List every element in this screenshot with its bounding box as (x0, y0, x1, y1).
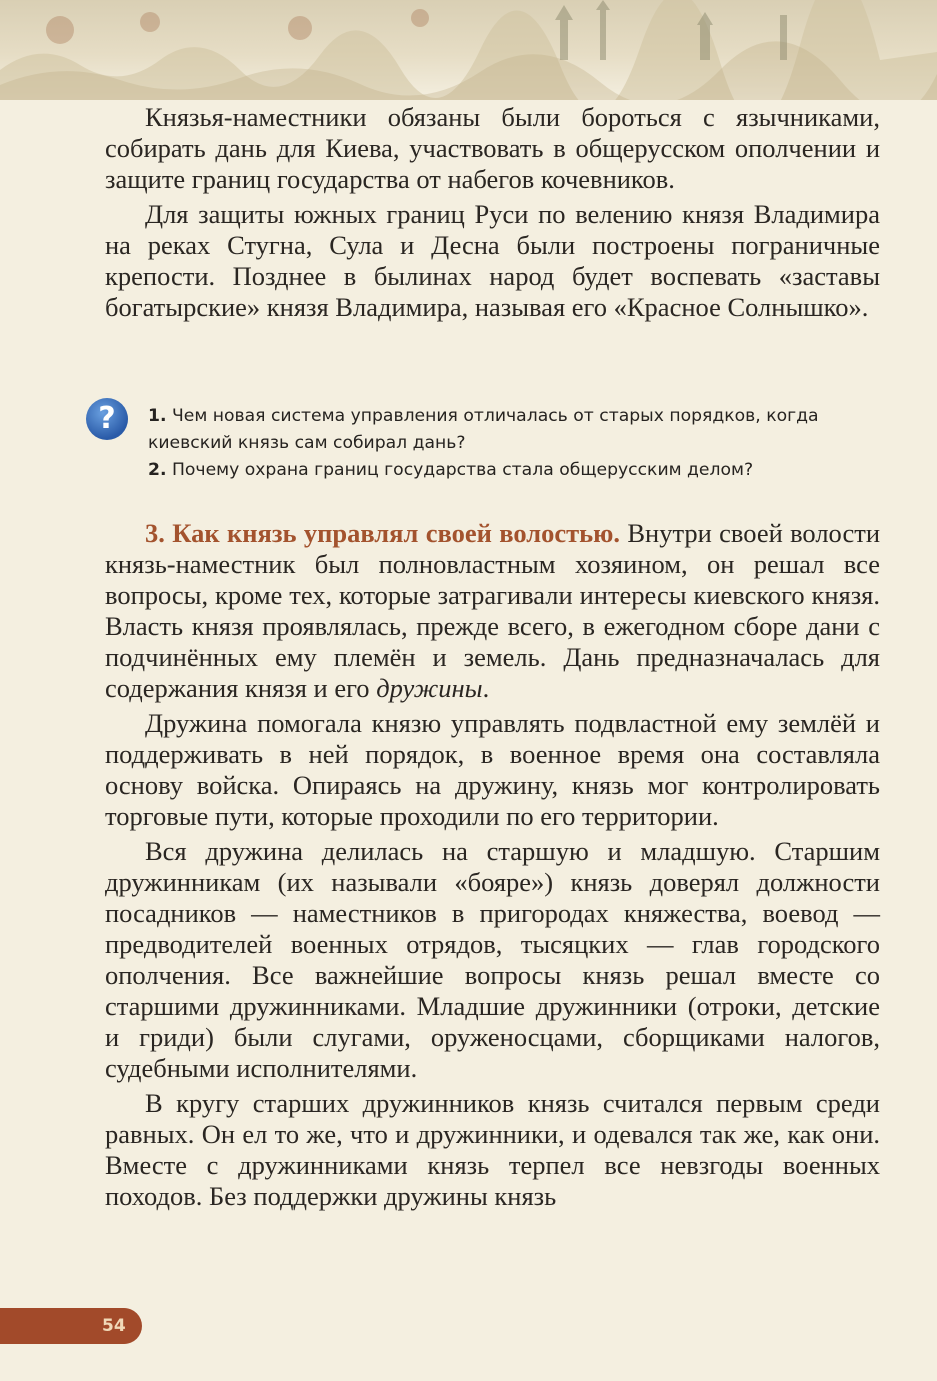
paragraph-first-among-equals: В кругу старших дружинников князь считался первым среди равных. Он ел то же, что и дружинники, и одевался так же, как они. Вместе с дружинниками князь терпел все невзгоды военных походов. Без поддержки дружины князь (105, 1088, 880, 1211)
paragraph-druzhina-role: Дружина помогала князю управлять подвластной ему землёй и поддерживать в ней порядок, в военное время она составляла основу войска. Опираясь на дружину, князь мог контролировать торговые пути, которые проходили по его территории. (105, 708, 880, 831)
question-icon: ? (86, 398, 128, 440)
intro-text-block (105, 102, 880, 323)
page-number: 54 (102, 1316, 126, 1336)
paragraph-druzhina-structure: Вся дружина делилась на старшую и младшую. Старшим дружинникам (их называли «бояре») князь доверял должности посадников — наместников в пригородах княжества, воевод — предводителей военных отрядов, тысяцких — глав городского ополчения. Все важнейшие вопросы князь решал вместе со старшими дружинниками. Младшие дружинники (отроки, детские и гриди) были слугами, оруженосцами, сборщиками налогов, судебными исполнителями. (105, 836, 880, 1083)
review-questions (148, 403, 883, 484)
question-item (148, 457, 883, 484)
question-number: 2. (148, 460, 167, 480)
question-text: Почему охрана границ государства стала общерусским делом? (171, 460, 754, 480)
paragraph-prince-power: 3. Как князь управлял своей волостью. Внутри своей волости князь-наместник был полновластным хозяином, он решал все вопросы, кроме тех, которые затрагивали интересы киевского князя. Власть князя проявлялась, прежде всего, в ежегодном сборе дани с подчинённых ему племён и земель. Дань предназначалась для содержания князя и его дружины. (105, 518, 880, 703)
section-title: 3. Как князь управлял своей волостью. (145, 518, 621, 548)
question-text: Чем новая система управления отличалась от старых порядков, когда киевский князь сам собирал дань? (148, 406, 819, 453)
section-text-block (105, 518, 880, 1212)
question-number: 1. (148, 406, 167, 426)
decorative-header-illustration (0, 0, 937, 100)
question-item (148, 403, 883, 457)
term-druzhina: дружины (376, 673, 483, 703)
header-ornament (0, 0, 937, 100)
paragraph-governors-duties: Князья-наместники обязаны были бороться с язычниками, собирать дань для Киева, участвовать в общерусском ополчении и защите границ государства от набегов кочевников. (105, 102, 880, 194)
paragraph-border-defense: Для защиты южных границ Руси по велению князя Владимира на реках Стугна, Сула и Десна были построены пограничные крепости. Позднее в былинах народ будет воспевать «заставы богатырские» князя Владимира, называя его «Красное Солнышко». (105, 199, 880, 322)
paragraph-text: Внутри своей волости князь-наместник был полновластным хозяином, он решал все вопросы, кроме тех, которые затрагивали интересы киевского князя. Власть князя проявлялась, прежде всего, в ежегодном сборе дани с подчинённых ему племён и земель. Дань предназначалась для содержания князя и его (105, 518, 880, 703)
